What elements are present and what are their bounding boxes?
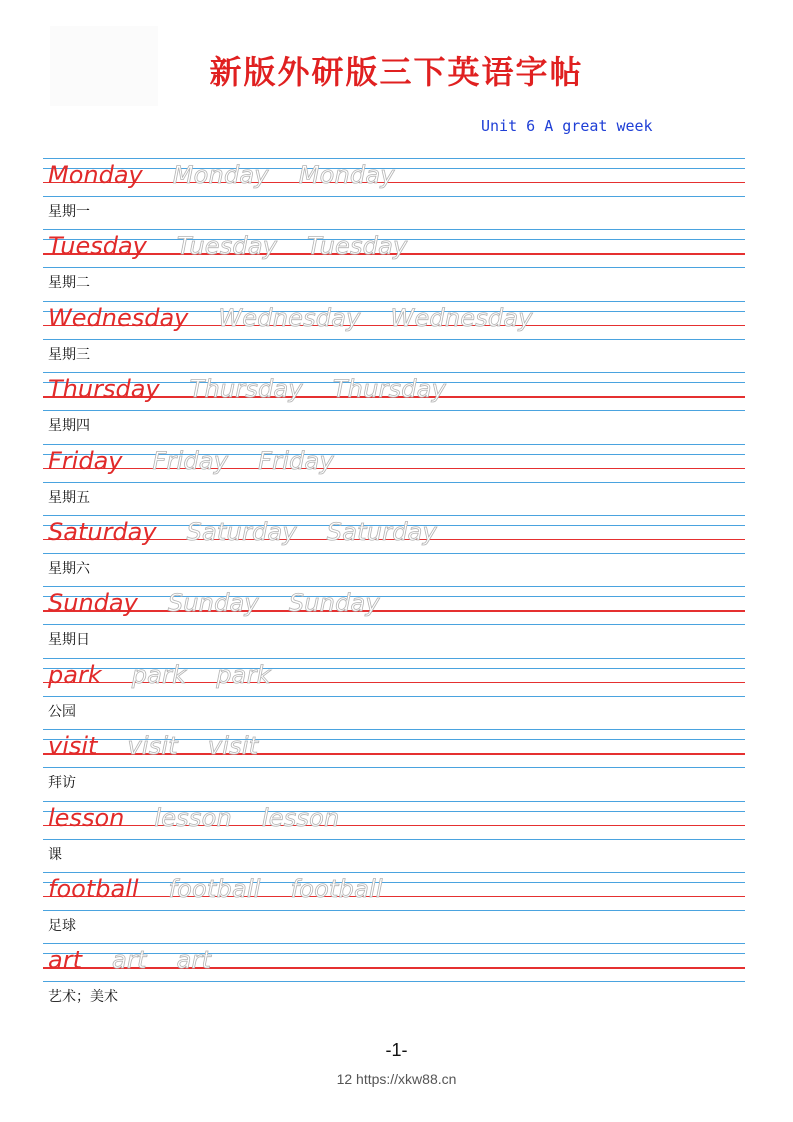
practice-row [0,370,793,441]
trace-word: Monday [172,161,269,189]
guide-line [43,482,745,483]
word-group [48,158,425,192]
word-group [48,658,301,692]
trace-word: Saturday [326,517,437,546]
practice-rows [0,156,793,1013]
trace-word: Tuesday [307,232,408,261]
vocab-word: art [48,946,82,975]
page-title: 新版外研版三下英语字帖 [209,53,584,91]
trace-word: Thursday [189,375,303,404]
guide-line [43,339,745,340]
practice-row [0,584,793,655]
guide-line [43,839,745,840]
trace-word: Friday [152,446,229,475]
trace-word: Tuesday [176,232,278,261]
practice-row [0,156,793,227]
word-group [48,943,241,977]
word-group [48,444,364,478]
vocab-word: Friday [48,446,123,475]
word-meaning: 足球 [48,917,76,934]
practice-row [0,227,793,298]
trace-word: Sunday [167,589,259,618]
guide-line [43,696,745,697]
vocab-word: Wednesday [48,303,189,332]
practice-row [0,727,793,798]
word-group [48,229,437,263]
word-group [48,515,467,549]
trace-word: Sunday [288,589,380,618]
practice-row [0,870,793,941]
word-meaning: 星期四 [48,418,90,435]
guide-line [43,767,745,768]
trace-word: Thursday [332,375,447,404]
word-meaning: 星期二 [48,275,90,292]
trace-word: art [176,946,212,975]
page-number: -1- [385,1040,408,1060]
practice-row [0,941,793,1012]
practice-row [0,513,793,584]
practice-row [0,299,793,370]
trace-word: park [131,660,187,689]
word-meaning: 星期日 [48,632,90,649]
trace-word: visit [127,732,178,761]
word-meaning: 星期一 [48,204,90,220]
word-group [48,801,369,835]
trace-word: Friday [258,446,334,475]
vocab-word: visit [48,732,98,761]
word-group [48,301,563,335]
practice-row [0,442,793,513]
trace-word: lesson [154,803,232,832]
guide-line [43,410,745,411]
vocab-word: Saturday [48,517,157,546]
guide-line [43,910,745,911]
word-meaning: 艺术；美术 [48,989,118,1006]
word-meaning: 星期三 [48,346,90,363]
vocab-word: Sunday [48,589,138,618]
trace-word: art [111,946,147,975]
vocab-word: lesson [48,803,125,832]
trace-word: football [290,874,383,903]
source-footer: 12 https://xkw88.cn [336,1071,457,1087]
trace-word: Wednesday [218,303,361,332]
trace-word: visit [207,732,259,761]
trace-word: Saturday [186,517,297,546]
unit-subtitle: Unit 6 A great week [481,117,653,135]
vocab-word: football [48,874,139,903]
trace-word: football [168,874,261,903]
word-meaning: 拜访 [48,775,76,792]
practice-row [0,799,793,870]
word-group [48,372,476,406]
guide-line [43,981,745,982]
vocab-word: park [48,660,102,689]
word-group [48,586,410,620]
word-group [48,729,288,763]
word-meaning: 公园 [48,703,76,720]
guide-line [43,267,745,268]
vocab-word: Thursday [48,375,160,404]
trace-word: Wednesday [390,303,533,332]
trace-word: park [216,660,271,689]
guide-line [43,196,745,197]
practice-row [0,656,793,727]
trace-word: Monday [298,161,395,189]
vocab-word: Monday [48,161,143,189]
word-meaning: 课 [48,846,62,863]
trace-word: lesson [261,803,340,832]
vocab-word: Tuesday [48,232,147,261]
word-group [48,872,413,906]
guide-line [43,624,745,625]
guide-line [43,553,745,554]
word-meaning: 星期六 [48,560,90,577]
word-meaning: 星期五 [48,489,90,506]
